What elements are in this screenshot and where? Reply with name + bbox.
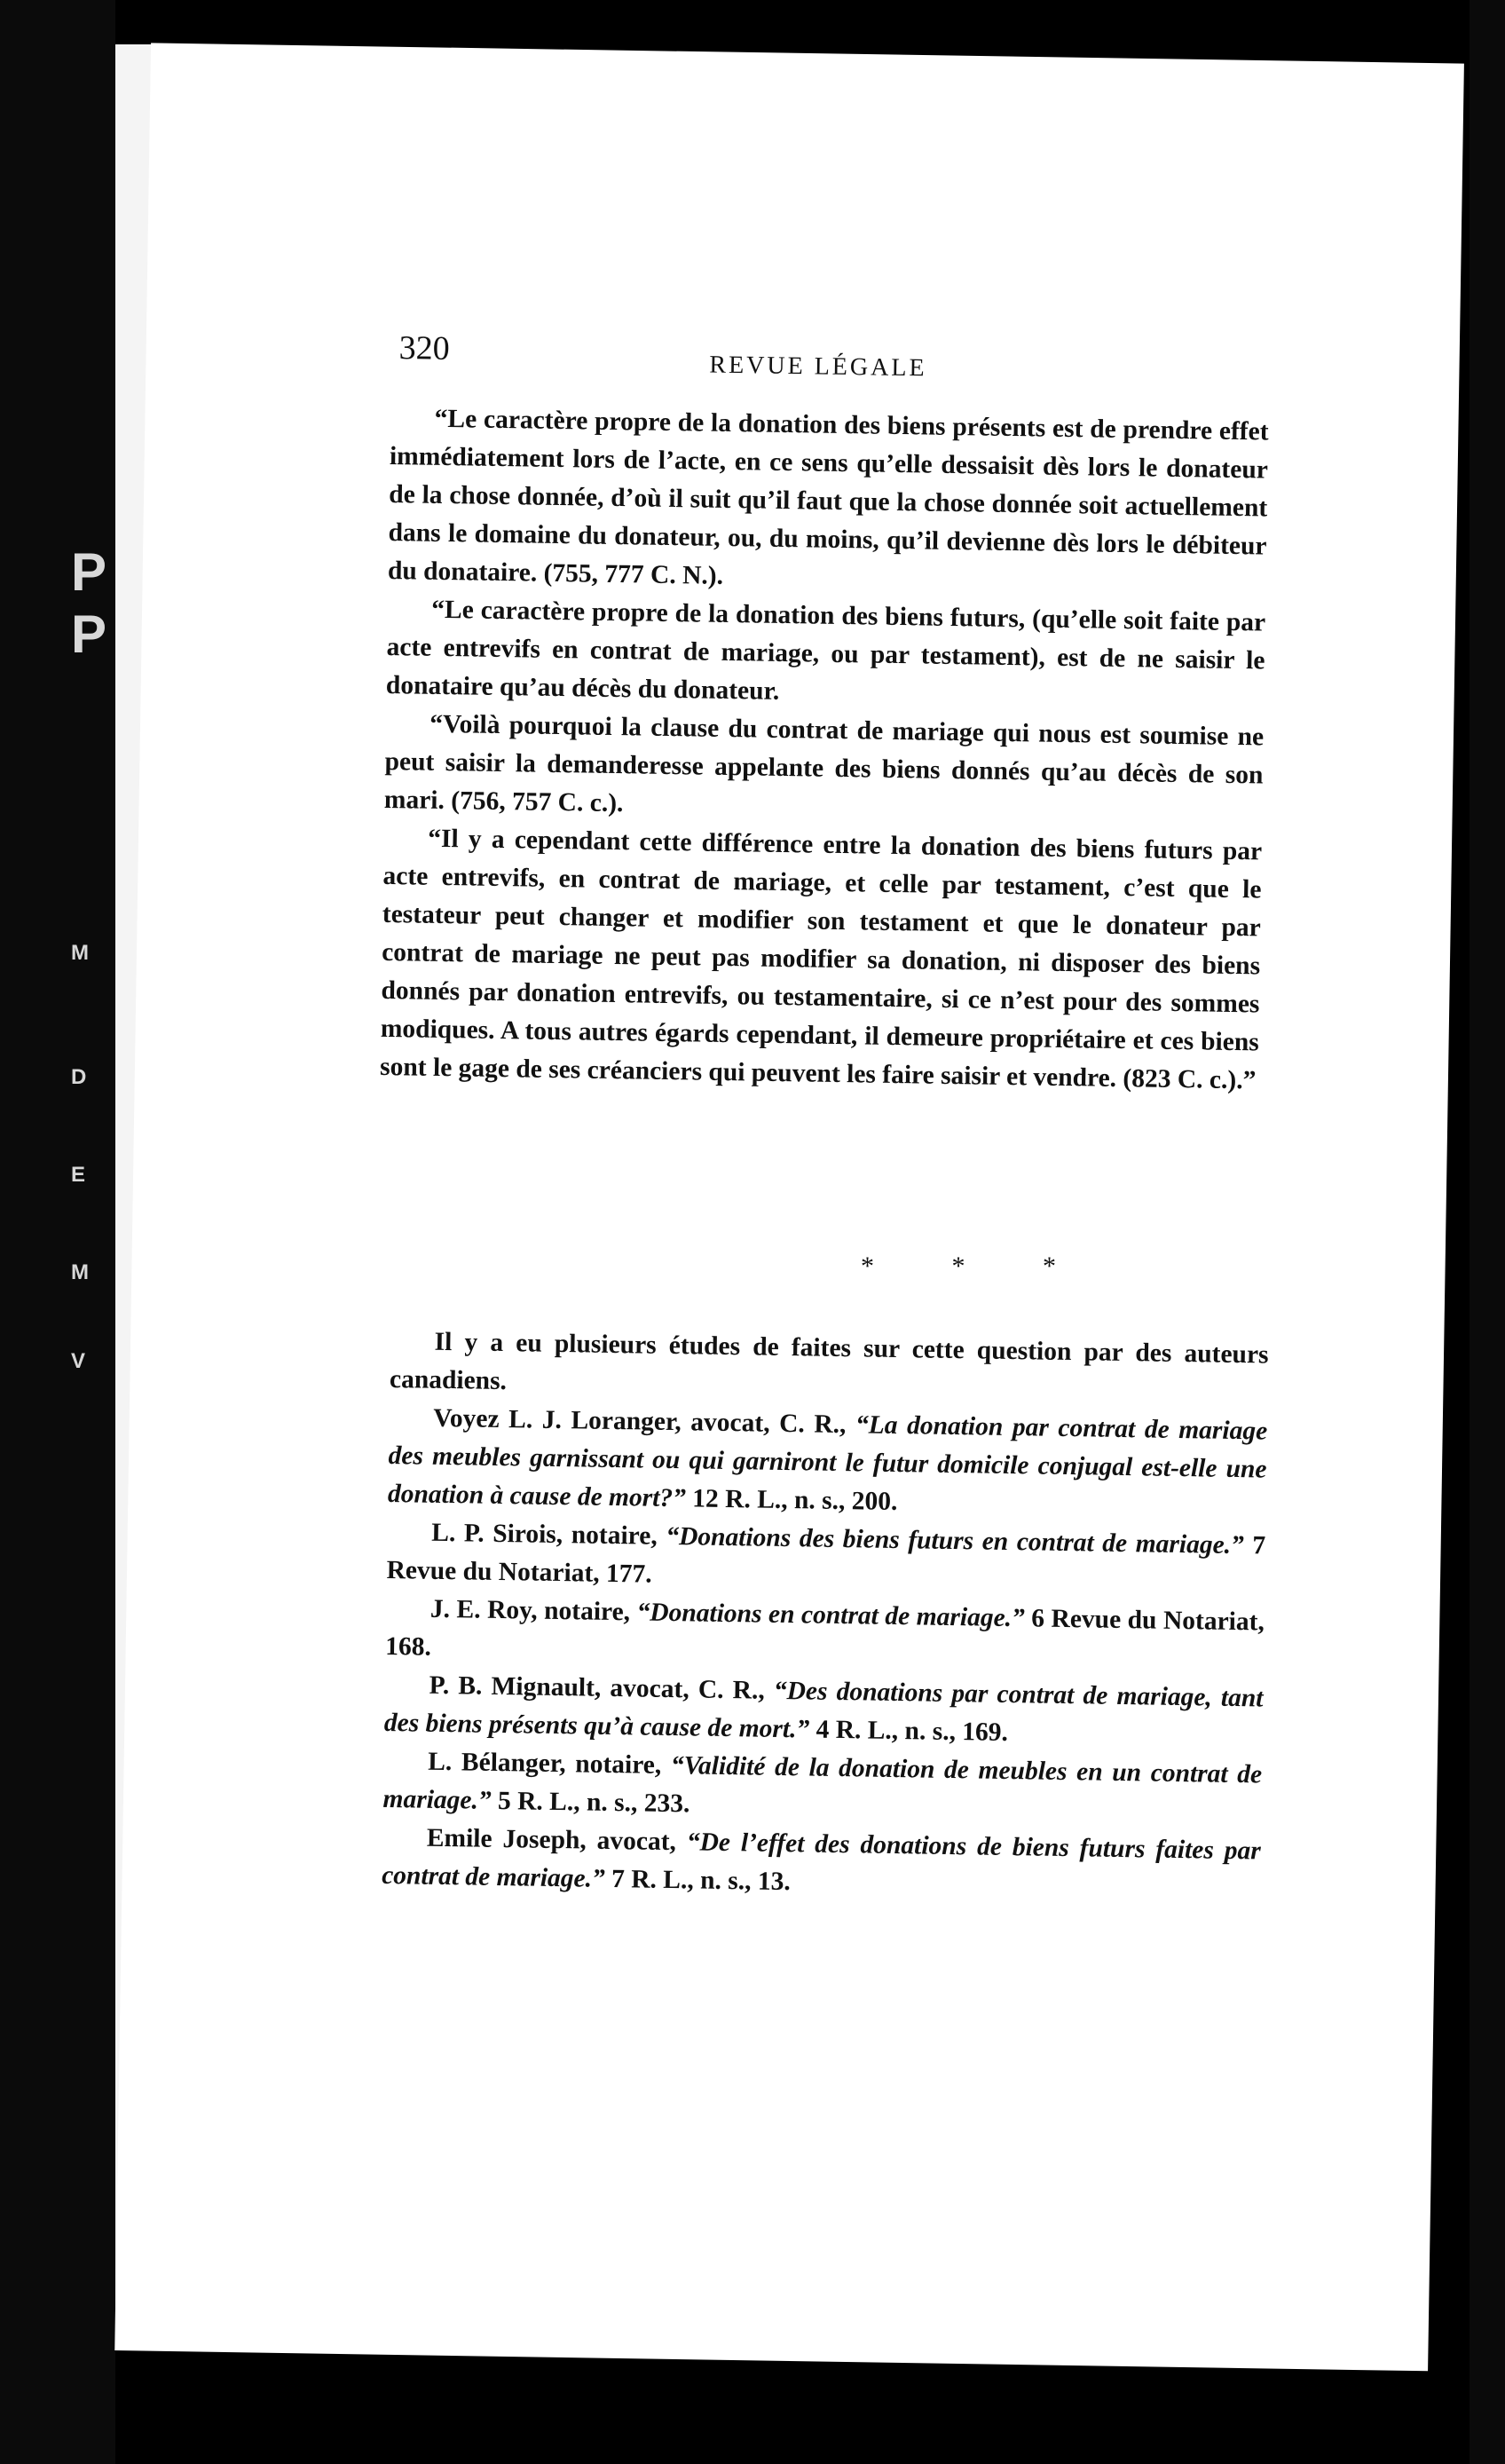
reference-item: Voyez L. J. Loranger, avocat, C. R., “La donation par contrat de mariage des meubles garnissant ou qui garniront le futur domicile conjugal est-elle une donation à cause de mort?” 12 R. L., n. s., 200.: [387, 1403, 1268, 1516]
facing-page-letter: P: [71, 604, 107, 664]
quote-paragraph: “Il y a cependant cette différence entre la donation des biens futurs par acte entrevifs, en contrat de mariage, et celle par testament, c’est que le testateur peut changer et modifier son testament et que le donateur par contrat de mariage ne peut pas modifier sa donation, ni disposer des biens donnés par donation entrevifs, ou testamentaire, si ce n’est pour des sommes modiques. A tous autres égards cependant, il demeure propriétaire et ces biens sont le gage de ses créanciers qui peuvent les faire saisir et vendre. (823 C. c.).”: [379, 824, 1263, 1095]
reference-item: P. B. Mignault, avocat, C. R., “Des donations par contrat de mariage, tant des biens présents qu’à cause de mort.” 4 R. L., n. s., 169.: [383, 1670, 1264, 1747]
facing-page-letter: P: [71, 542, 107, 602]
facing-page-edge: [0, 0, 115, 2464]
quote-paragraph: “Le caractère propre de la donation des biens présents est de prendre effet immédiatement lors de l’acte, en ce sens qu’elle dessaisit dès lors le donateur de la chose donnée, d’où il suit qu’il faut que la chose donnée soit actuellement dans le domaine du donateur, ou, du moins, qu’il devienne dès lors le débiteur du donataire. (755, 777 C. N.).: [387, 404, 1269, 590]
page-number: 320: [398, 328, 450, 367]
facing-page-letter: M: [71, 941, 89, 965]
quoted-judgment: [380, 399, 1269, 1100]
quote-paragraph: “Le caractère propre de la donation des biens futurs, (qu’elle soit faite par acte entrevifs en contrat de mariage, ou par testament), est de ne saisir le donataire qu’au décès du donateur.: [385, 595, 1266, 706]
reference-item: Emile Joseph, avocat, “De l’effet des donations de biens futurs faites par contrat de mariage.” 7 R. L., n. s., 13.: [381, 1823, 1262, 1897]
facing-page-letter: V: [71, 1349, 86, 1373]
page-header: [398, 328, 1127, 393]
reference-item: J. E. Roy, notaire, “Donations en contrat de mariage.” 6 Revue du Notariat, 168.: [385, 1594, 1265, 1662]
facing-page-letter: M: [71, 1260, 89, 1284]
facing-page-letter: D: [71, 1065, 87, 1089]
book-page: [114, 43, 1464, 2371]
references-intro: Il y a eu plusieurs études de faites sur cette question par des auteurs canadiens.: [389, 1327, 1269, 1396]
running-title: REVUE LÉGALE: [709, 351, 927, 383]
facing-page-letter: E: [71, 1163, 86, 1187]
right-dark-strip: [1470, 0, 1505, 2464]
reference-item: L. P. Sirois, notaire, “Donations des biens futurs en contrat de mariage.” 7 Revue du Notariat, 177.: [386, 1518, 1266, 1589]
references-section: [382, 1323, 1269, 1908]
quote-paragraph: “Voilà pourquoi la clause du contrat de mariage qui nous est soumise ne peut saisir la demanderesse appelante des biens donnés qu’au décès de son mari. (756, 757 C. c.).: [383, 709, 1265, 818]
section-separator: * * *: [861, 1252, 1091, 1281]
reference-item: L. Bélanger, notaire, “Validité de la donation de meubles en un contrat de mariage.” 5 R. L., n. s., 233.: [382, 1747, 1263, 1819]
